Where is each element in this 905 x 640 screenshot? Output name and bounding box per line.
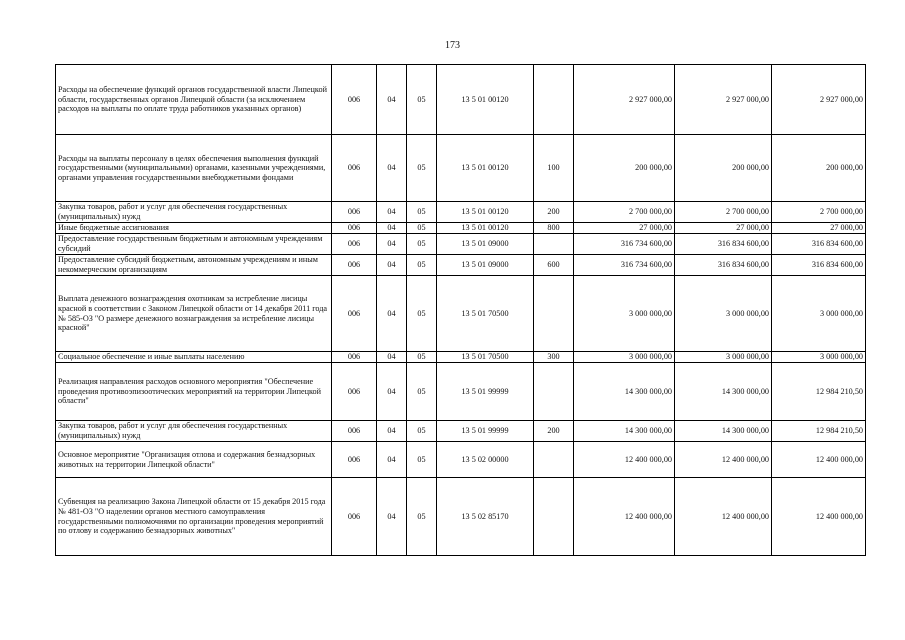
expense-type-code	[534, 478, 574, 556]
row-name: Закупка товаров, работ и услуг для обеспечения государственных (муниципальных) нужд	[56, 421, 332, 442]
target-article-code: 13 5 01 09000	[437, 234, 534, 255]
target-article-code: 13 5 01 99999	[437, 363, 534, 421]
expense-type-code: 800	[534, 223, 574, 234]
amount-year-3: 3 000 000,00	[772, 352, 866, 363]
amount-year-3: 12 984 210,50	[772, 363, 866, 421]
expense-type-code: 200	[534, 421, 574, 442]
amount-year-1: 200 000,00	[574, 135, 675, 202]
amount-year-3: 12 400 000,00	[772, 442, 866, 478]
target-article-code: 13 5 01 00120	[437, 202, 534, 223]
amount-year-3: 3 000 000,00	[772, 276, 866, 352]
table-row	[56, 442, 866, 478]
page-number: 173	[445, 40, 460, 51]
amount-year-2: 3 000 000,00	[675, 276, 772, 352]
amount-year-1: 12 400 000,00	[574, 478, 675, 556]
section-code: 04	[377, 65, 407, 135]
table-row	[56, 202, 866, 223]
amount-year-2: 316 834 600,00	[675, 234, 772, 255]
subsection-code: 05	[407, 478, 437, 556]
table-row	[56, 135, 866, 202]
subsection-code: 05	[407, 352, 437, 363]
table-row	[56, 363, 866, 421]
amount-year-3: 12 400 000,00	[772, 478, 866, 556]
amount-year-1: 316 734 600,00	[574, 255, 675, 276]
target-article-code: 13 5 02 85170	[437, 478, 534, 556]
subsection-code: 05	[407, 135, 437, 202]
ministry-code: 006	[332, 276, 377, 352]
amount-year-3: 200 000,00	[772, 135, 866, 202]
amount-year-1: 27 000,00	[574, 223, 675, 234]
ministry-code: 006	[332, 478, 377, 556]
amount-year-1: 12 400 000,00	[574, 442, 675, 478]
amount-year-3: 2 927 000,00	[772, 65, 866, 135]
expense-type-code	[534, 442, 574, 478]
target-article-code: 13 5 01 70500	[437, 276, 534, 352]
row-name: Закупка товаров, работ и услуг для обеспечения государственных (муниципальных) нужд	[56, 202, 332, 223]
expense-type-code	[534, 234, 574, 255]
row-name: Расходы на выплаты персоналу в целях обеспечения выполнения функций государственными (муниципальными) органами, казенными учреждениями, органами управления государственными внебюджетными фондами	[56, 135, 332, 202]
amount-year-1: 3 000 000,00	[574, 276, 675, 352]
amount-year-3: 12 984 210,50	[772, 421, 866, 442]
table-row	[56, 421, 866, 442]
section-code: 04	[377, 202, 407, 223]
subsection-code: 05	[407, 202, 437, 223]
section-code: 04	[377, 234, 407, 255]
subsection-code: 05	[407, 65, 437, 135]
section-code: 04	[377, 363, 407, 421]
expense-type-code	[534, 363, 574, 421]
amount-year-3: 27 000,00	[772, 223, 866, 234]
subsection-code: 05	[407, 223, 437, 234]
target-article-code: 13 5 01 70500	[437, 352, 534, 363]
ministry-code: 006	[332, 363, 377, 421]
table-row	[56, 478, 866, 556]
target-article-code: 13 5 01 99999	[437, 421, 534, 442]
row-name: Расходы на обеспечение функций органов государственной власти Липецкой области, государственных органов Липецкой области (за исключением расходов на выплаты по оплате труда работников указанных органов)	[56, 65, 332, 135]
amount-year-2: 3 000 000,00	[675, 352, 772, 363]
subsection-code: 05	[407, 421, 437, 442]
ministry-code: 006	[332, 234, 377, 255]
subsection-code: 05	[407, 234, 437, 255]
amount-year-2: 2 700 000,00	[675, 202, 772, 223]
amount-year-3: 316 834 600,00	[772, 255, 866, 276]
amount-year-1: 2 700 000,00	[574, 202, 675, 223]
ministry-code: 006	[332, 421, 377, 442]
table-row	[56, 276, 866, 352]
amount-year-1: 14 300 000,00	[574, 421, 675, 442]
row-name: Реализация направления расходов основного мероприятия "Обеспечение проведения противоэпизоотических мероприятий на территории Липецкой области"	[56, 363, 332, 421]
expense-type-code: 600	[534, 255, 574, 276]
target-article-code: 13 5 01 00120	[437, 223, 534, 234]
ministry-code: 006	[332, 135, 377, 202]
target-article-code: 13 5 01 00120	[437, 135, 534, 202]
expense-type-code: 100	[534, 135, 574, 202]
section-code: 04	[377, 255, 407, 276]
subsection-code: 05	[407, 255, 437, 276]
table-row	[56, 234, 866, 255]
expense-type-code: 200	[534, 202, 574, 223]
budget-table-body	[56, 65, 866, 556]
amount-year-2: 316 834 600,00	[675, 255, 772, 276]
ministry-code: 006	[332, 202, 377, 223]
table-row	[56, 255, 866, 276]
expense-type-code	[534, 276, 574, 352]
expense-type-code	[534, 65, 574, 135]
row-name: Субвенция на реализацию Закона Липецкой области от 15 декабря 2015 года № 481-ОЗ "О наделении органов местного самоуправления государственными полномочиями по организации проведения мероприятий по отлову и содержанию безнадзорных животных"	[56, 478, 332, 556]
ministry-code: 006	[332, 352, 377, 363]
table-row	[56, 352, 866, 363]
target-article-code: 13 5 01 09000	[437, 255, 534, 276]
section-code: 04	[377, 421, 407, 442]
ministry-code: 006	[332, 255, 377, 276]
subsection-code: 05	[407, 442, 437, 478]
amount-year-2: 2 927 000,00	[675, 65, 772, 135]
section-code: 04	[377, 478, 407, 556]
section-code: 04	[377, 135, 407, 202]
table-row	[56, 65, 866, 135]
amount-year-1: 316 734 600,00	[574, 234, 675, 255]
section-code: 04	[377, 223, 407, 234]
amount-year-2: 27 000,00	[675, 223, 772, 234]
row-name: Предоставление субсидий бюджетным, автономным учреждениям и иным некоммерческим организациям	[56, 255, 332, 276]
amount-year-1: 14 300 000,00	[574, 363, 675, 421]
subsection-code: 05	[407, 276, 437, 352]
amount-year-1: 3 000 000,00	[574, 352, 675, 363]
amount-year-2: 14 300 000,00	[675, 421, 772, 442]
amount-year-2: 200 000,00	[675, 135, 772, 202]
budget-table	[55, 64, 866, 556]
section-code: 04	[377, 276, 407, 352]
amount-year-3: 316 834 600,00	[772, 234, 866, 255]
target-article-code: 13 5 02 00000	[437, 442, 534, 478]
ministry-code: 006	[332, 65, 377, 135]
row-name: Выплата денежного вознаграждения охотникам за истребление лисицы красной в соответствии с Законом Липецкой области от 14 декабря 2011 года № 585-ОЗ "О размере денежного вознаграждения за истребление лисицы красной"	[56, 276, 332, 352]
amount-year-2: 14 300 000,00	[675, 363, 772, 421]
section-code: 04	[377, 352, 407, 363]
table-row	[56, 223, 866, 234]
ministry-code: 006	[332, 442, 377, 478]
amount-year-3: 2 700 000,00	[772, 202, 866, 223]
amount-year-2: 12 400 000,00	[675, 478, 772, 556]
row-name: Социальное обеспечение и иные выплаты населению	[56, 352, 332, 363]
amount-year-1: 2 927 000,00	[574, 65, 675, 135]
row-name: Предоставление государственным бюджетным и автономным учреждениям субсидий	[56, 234, 332, 255]
amount-year-2: 12 400 000,00	[675, 442, 772, 478]
target-article-code: 13 5 01 00120	[437, 65, 534, 135]
expense-type-code: 300	[534, 352, 574, 363]
row-name: Основное мероприятие "Организация отлова и содержания безнадзорных животных на территории Липецкой области"	[56, 442, 332, 478]
ministry-code: 006	[332, 223, 377, 234]
section-code: 04	[377, 442, 407, 478]
row-name: Иные бюджетные ассигнования	[56, 223, 332, 234]
subsection-code: 05	[407, 363, 437, 421]
